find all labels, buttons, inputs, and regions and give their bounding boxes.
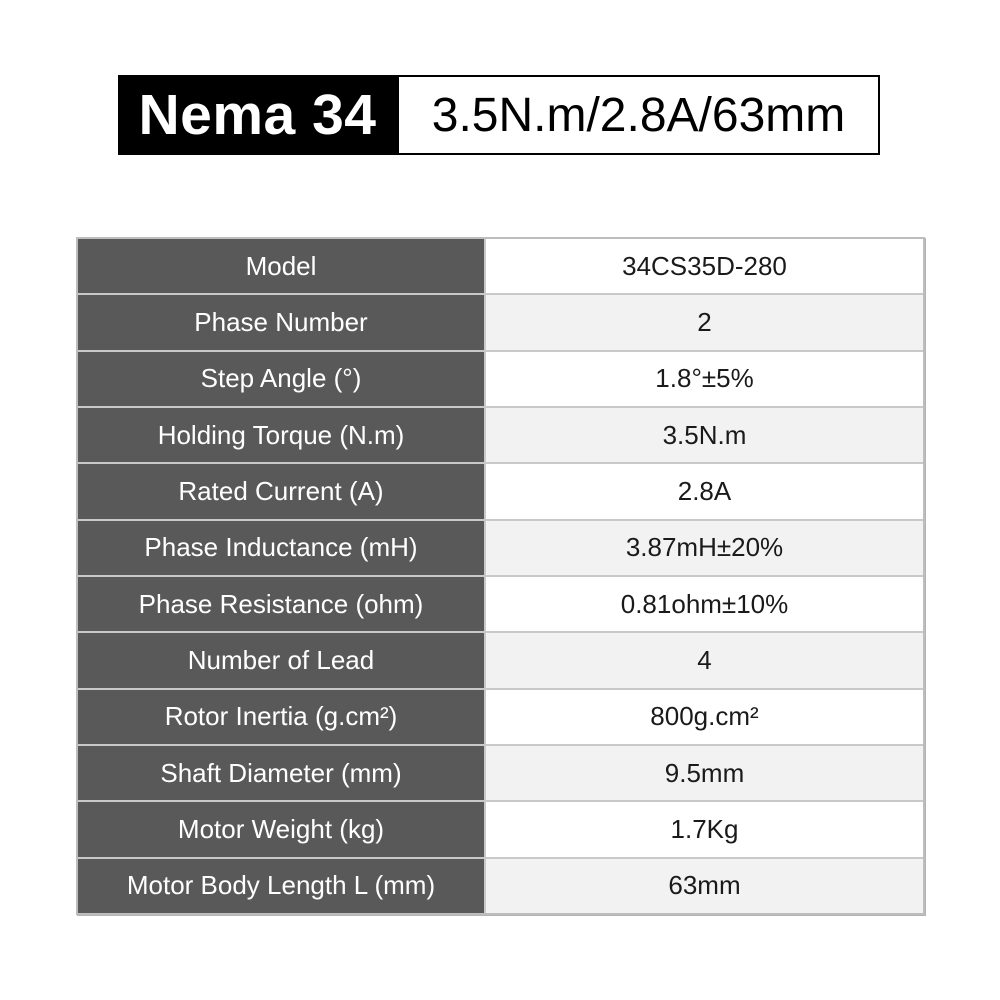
spec-value: 3.87mH±20% xyxy=(486,521,923,575)
spec-label: Shaft Diameter (mm) xyxy=(78,746,484,800)
spec-label: Phase Resistance (ohm) xyxy=(78,577,484,631)
spec-label: Phase Number xyxy=(78,295,484,349)
spec-value: 3.5N.m xyxy=(486,408,923,462)
headline-spec: 3.5N.m/2.8A/63mm xyxy=(397,75,880,155)
spec-value: 800g.cm² xyxy=(486,690,923,744)
spec-label: Motor Body Length L (mm) xyxy=(78,859,484,913)
spec-value: 2.8A xyxy=(486,464,923,518)
spec-value: 0.81ohm±10% xyxy=(486,577,923,631)
spec-label: Rotor Inertia (g.cm²) xyxy=(78,690,484,744)
spec-value: 9.5mm xyxy=(486,746,923,800)
spec-label: Model xyxy=(78,239,484,293)
spec-value: 1.7Kg xyxy=(486,802,923,856)
spec-label: Rated Current (A) xyxy=(78,464,484,518)
header-banner xyxy=(118,75,880,155)
model-series-badge: Nema 34 xyxy=(118,75,397,155)
spec-value: 34CS35D-280 xyxy=(486,239,923,293)
spec-value: 2 xyxy=(486,295,923,349)
spec-value: 1.8°±5% xyxy=(486,352,923,406)
spec-value: 4 xyxy=(486,633,923,687)
spec-label: Motor Weight (kg) xyxy=(78,802,484,856)
spec-label: Number of Lead xyxy=(78,633,484,687)
spec-table xyxy=(76,237,925,915)
spec-label: Step Angle (°) xyxy=(78,352,484,406)
spec-label: Holding Torque (N.m) xyxy=(78,408,484,462)
spec-label: Phase Inductance (mH) xyxy=(78,521,484,575)
spec-value: 63mm xyxy=(486,859,923,913)
